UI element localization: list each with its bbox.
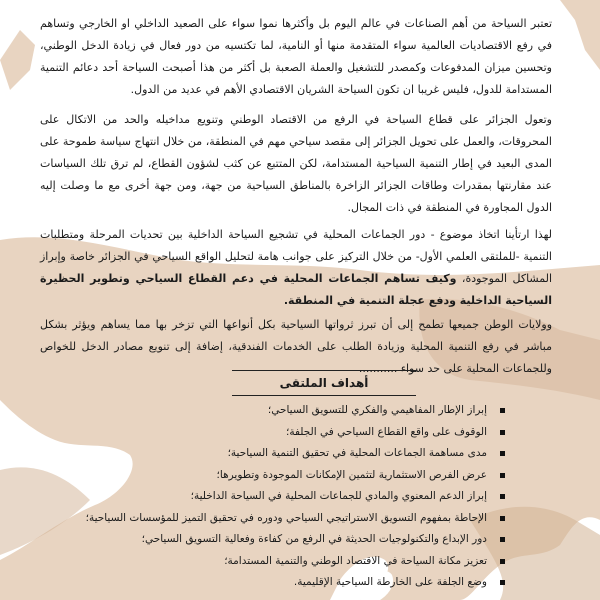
bullet-icon (500, 537, 505, 542)
intro-paragraph: تعتبر السياحة من أهم الصناعات في عالم اليوم بل وأكثرها نموا سواء على الصعيد الداخلي او الخارجي وتساهم في رفع الاقتصاديات العالمية سواء المتقدمة منها أو النامية، لما تكتسيه من دور فعال في زيادة الدخل الوطني، وتحسين ميزان المدفوعات وكمصدر للتشغيل والعملة الصعبة بل أكثر من هذا أصبحت السياحة أحد دعائم التنمية المستدامة للدول، فليس غريبا ان تكون السياحة الشريان الاقتصادي الأهم في عديد من الدول. (40, 17, 552, 96)
provinces-paragraph: وولايات الوطن جميعها تطمح إلى أن تبرز ثرواتها السياحية بكل أنواعها التي تزخر بها مما يساهم ويؤثر بشكل مباشر في رفع التنمية المحلية وزيادة الطلب على الخدمات الفندقية، إضافة إلى تنويع مصادر الدخل للخواص وللجماعات المحلية على حد سواء ........... (40, 318, 552, 375)
bullet-icon (500, 494, 505, 499)
list-item (45, 400, 505, 422)
list-item-text: دور الإبداع والتكنولوجيات الحديثة في الرفع من كفاءة وفعالية التسويق السياحي؛ (141, 533, 487, 545)
bullet-icon (500, 559, 505, 564)
list-item (45, 508, 505, 530)
list-item-text: إبراز الدعم المعنوي والمادي للجماعات المحلية في السياحة الداخلية؛ (190, 490, 487, 502)
objectives-list (45, 400, 505, 594)
list-item-text: عرض الفرص الاستثمارية لتثمين الإمكانات الموجودة وتطويرها؛ (216, 468, 487, 481)
list-item (45, 486, 505, 508)
list-item-text: مدى مساهمة الجماعات المحلية في تحقيق التنمية السياحية؛ (227, 447, 487, 459)
list-item-text: الإحاطة بمفهوم التسويق الاستراتيجي السياحي ودوره في تحقيق التميز للمؤسسات السياحية؛ (85, 511, 487, 524)
algeria-tourism-paragraph: وتعول الجزائر على قطاع السياحة في الرفع من الاقتصاد الوطني وتنويع مداخيله والحد من الاتكال على المحروقات، والعمل على تحويل الجزائر إلى مقصد سياحي مهم في المنطقة، من خلال انتهاج سياسة طموحة على المدى البعيد في إطار التنمية السياحية المستدامة، لكن المتتبع عن كثب لشؤون القطاع، لم ترق تلك السياسات عند مقارنتها بمقدرات وطاقات الجزائر الزاخرة بالمناطق السياحية من جهة، ومن جهة أخرى مع ما وصلت إليه الدول المجاورة في المنطقة في ذات المجال. (40, 113, 552, 214)
bullet-icon (500, 516, 505, 521)
bullet-icon (500, 451, 505, 456)
conference-topic-paragraph (40, 224, 552, 312)
bullet-icon (500, 430, 505, 435)
list-item (45, 443, 505, 465)
list-item-text: وضع الجلفة على الخارطة السياحية الإقليمية. (293, 576, 487, 588)
objectives-heading: أهداف الملتقى (232, 370, 416, 396)
conference-topic-bold-text: وكيف تساهم الجماعات المحلية في دعم القطاع السياحي وتطوير الحظيرة السياحية الداخلية ودفع عجلة التنمية في المنطقة. (40, 272, 552, 307)
list-item (45, 572, 505, 594)
bullet-icon (500, 580, 505, 585)
list-item-text: الوقوف على واقع القطاع السياحي في الجلفة؛ (285, 425, 487, 438)
bullet-icon (500, 473, 505, 478)
list-item-text: إبراز الإطار المفاهيمي والفكري للتسويق السياحي؛ (267, 404, 487, 416)
bullet-icon (500, 408, 505, 413)
conference-topic-text: لهذا ارتأينا اتخاذ موضوع - دور الجماعات المحلية في تشجيع السياحة الداخلية بين تحديات المرحلة ومتطلبات التنمية -للملتقى العلمي الأول- من خلال التركيز على جوانب هامة لتحليل الواقع السياحي في الجزائر خاصة وإبراز المشاكل الموجودة، (40, 228, 552, 285)
list-item (45, 551, 505, 573)
list-item (45, 529, 505, 551)
list-item-text: تعزيز مكانة السياحة في الاقتصاد الوطني والتنمية المستدامة؛ (224, 554, 487, 567)
list-item (45, 465, 505, 487)
list-item (45, 422, 505, 444)
